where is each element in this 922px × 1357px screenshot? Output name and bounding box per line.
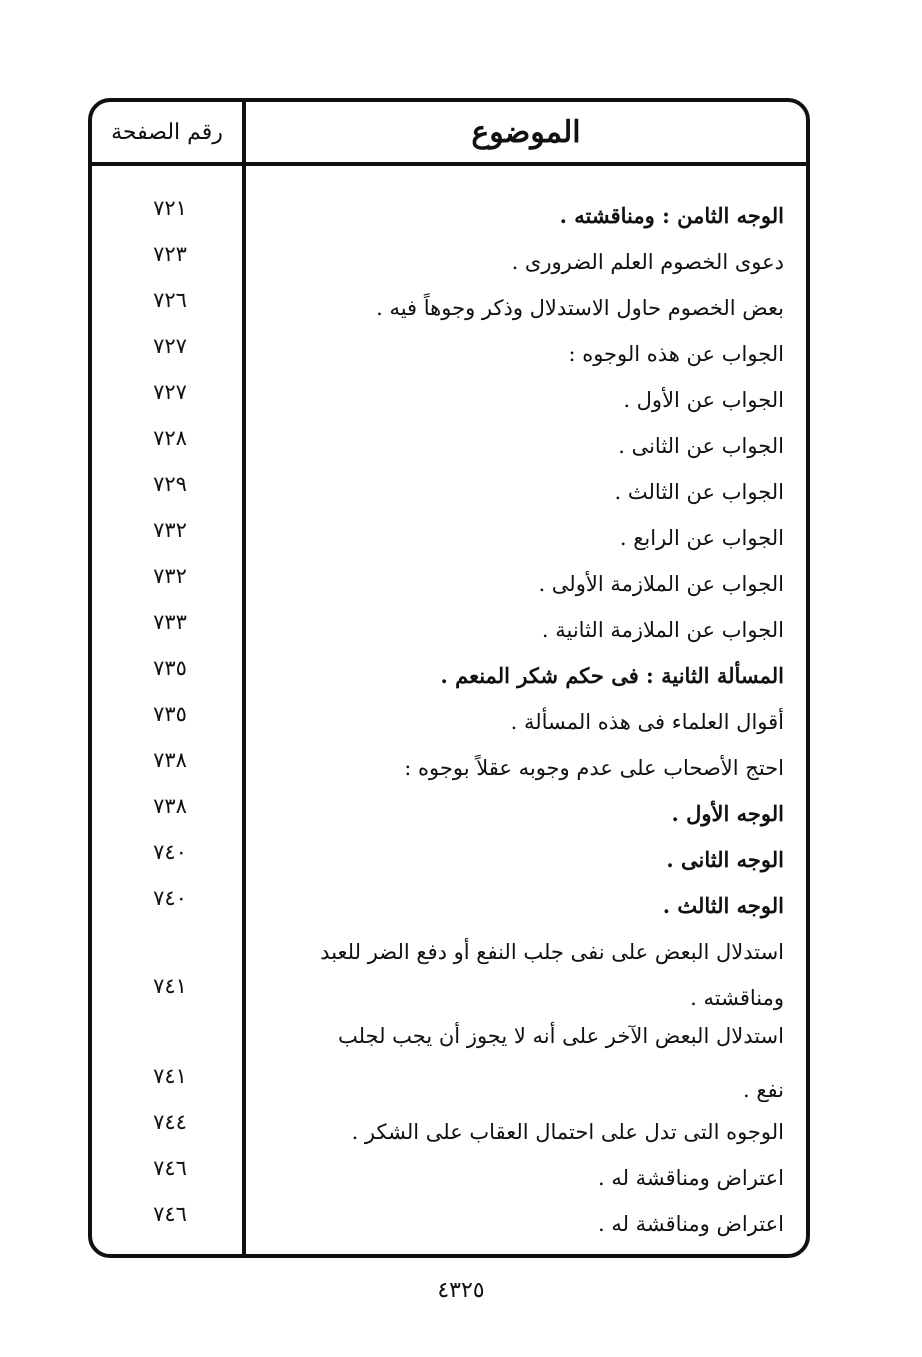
row-page-number: ٧٤٦ bbox=[153, 1156, 187, 1180]
row-page-number: ٧٤١ bbox=[153, 974, 187, 998]
row-topic: دعوى الخصوم العلم الضرورى . bbox=[511, 250, 784, 274]
row-page-number: ٧٤١ bbox=[153, 1064, 187, 1088]
row-topic: الجواب عن الثانى . bbox=[618, 434, 784, 458]
row-page-number: ٧٤٠ bbox=[153, 886, 187, 910]
row-topic: بعض الخصوم حاول الاستدلال وذكر وجوهاً فيه . bbox=[376, 296, 784, 320]
row-topic: الوجه الثامن : ومناقشته . bbox=[559, 203, 784, 228]
footer-page-number: ٤٣٢٥ bbox=[437, 1278, 485, 1303]
row-topic: نفع . bbox=[743, 1078, 784, 1102]
topic-column-header: الموضوع bbox=[471, 114, 581, 150]
row-topic: الجواب عن الأول . bbox=[623, 388, 784, 412]
row-topic: أقوال العلماء فى هذه المسألة . bbox=[510, 710, 784, 734]
row-page-number: ٧٢٨ bbox=[153, 426, 187, 450]
row-topic: الوجه الثانى . bbox=[666, 847, 784, 872]
row-topic: الجواب عن الملازمة الثانية . bbox=[541, 618, 784, 642]
row-topic: الوجوه التى تدل على احتمال العقاب على الشكر . bbox=[351, 1120, 784, 1144]
row-page-number: ٧٢٣ bbox=[153, 242, 187, 266]
row-page-number: ٧٤٠ bbox=[153, 840, 187, 864]
row-topic: الجواب عن الملازمة الأولى . bbox=[538, 572, 784, 596]
row-page-number: ٧٣٣ bbox=[153, 610, 187, 634]
row-page-number: ٧٢٩ bbox=[153, 472, 187, 496]
row-topic: احتج الأصحاب على عدم وجوبه عقلاً بوجوه : bbox=[404, 756, 784, 780]
row-page-number: ٧٢٦ bbox=[153, 288, 187, 312]
row-topic: المسألة الثانية : فى حكم شكر المنعم . bbox=[440, 663, 784, 688]
row-page-number: ٧٣٢ bbox=[153, 518, 187, 542]
row-page-number: ٧٣٢ bbox=[153, 564, 187, 588]
row-topic: اعتراض ومناقشة له . bbox=[597, 1166, 784, 1190]
row-topic: اعتراض ومناقشة له . bbox=[597, 1212, 784, 1236]
row-topic: ومناقشته . bbox=[690, 986, 784, 1010]
page-column-header: رقم الصفحة bbox=[111, 119, 223, 145]
row-page-number: ٧٣٥ bbox=[153, 656, 187, 680]
row-topic: الوجه الثالث . bbox=[662, 893, 784, 918]
row-page-number: ٧٤٦ bbox=[153, 1202, 187, 1226]
column-divider bbox=[242, 102, 246, 1254]
row-page-number: ٧٢١ bbox=[153, 196, 187, 220]
row-topic: استدلال البعض على نفى جلب النفع أو دفع الضر للعبد bbox=[320, 940, 784, 964]
row-topic: الجواب عن الرابع . bbox=[619, 526, 784, 550]
row-topic: الجواب عن الثالث . bbox=[614, 480, 784, 504]
row-topic: استدلال البعض الآخر على أنه لا يجوز أن يجب لجلب bbox=[337, 1024, 784, 1048]
row-page-number: ٧٣٨ bbox=[153, 748, 187, 772]
row-page-number: ٧٣٥ bbox=[153, 702, 187, 726]
row-page-number: ٧٢٧ bbox=[153, 334, 187, 358]
row-topic: الجواب عن هذه الوجوه : bbox=[568, 342, 784, 366]
table-of-contents-frame bbox=[88, 98, 810, 1258]
table-header bbox=[92, 102, 806, 166]
row-topic: الوجه الأول . bbox=[671, 801, 784, 826]
row-page-number: ٧٣٨ bbox=[153, 794, 187, 818]
row-page-number: ٧٤٤ bbox=[153, 1110, 187, 1134]
row-page-number: ٧٢٧ bbox=[153, 380, 187, 404]
